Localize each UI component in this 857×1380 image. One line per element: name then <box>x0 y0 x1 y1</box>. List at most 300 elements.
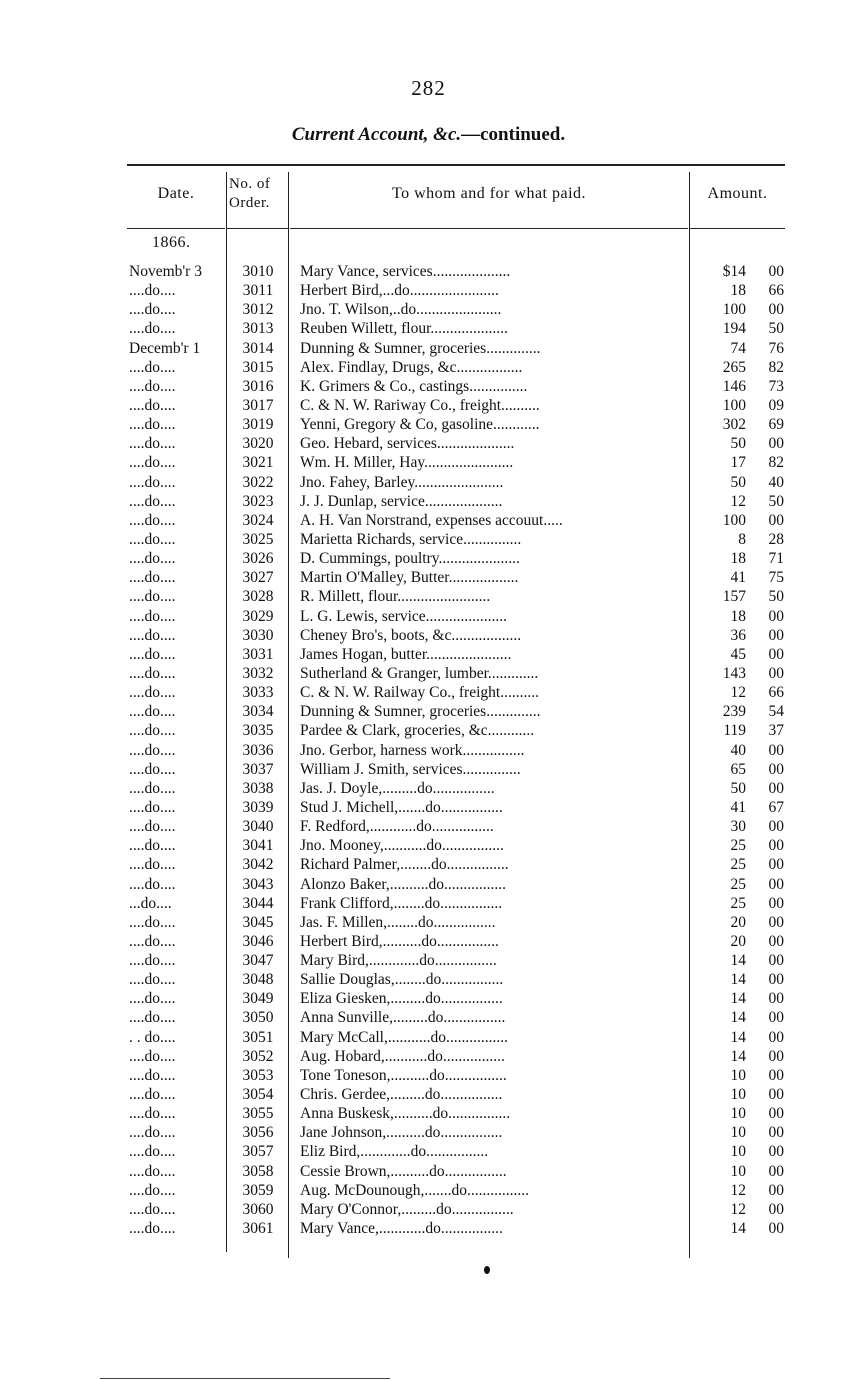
table-row <box>0 760 857 779</box>
page-number: 282 <box>411 76 446 100</box>
table-row <box>0 492 857 511</box>
row-amount-dollars: 40 <box>730 741 746 759</box>
row-payee: C. & N. W. Rariway Co., freight.......... <box>300 396 540 414</box>
row-payee: Cessie Brown,..........do................ <box>300 1162 507 1180</box>
row-payee: J. J. Dunlap, service.................... <box>300 492 503 510</box>
table-row <box>0 951 857 970</box>
row-amount-dollars: 146 <box>722 377 746 395</box>
table-row <box>0 473 857 492</box>
row-amount-cents: 00 <box>768 932 784 950</box>
row-order-number: 3028 <box>242 588 274 606</box>
row-date: ....do.... <box>129 856 176 874</box>
row-amount-dollars: 14 <box>730 1220 746 1238</box>
row-payee: Frank Clifford,........do................ <box>300 894 503 912</box>
table-row <box>0 875 857 894</box>
row-order-number: 3046 <box>242 932 274 950</box>
row-amount-cents: 00 <box>768 894 784 912</box>
table-row <box>0 319 857 338</box>
header-amount: Amount. <box>707 185 768 202</box>
row-order-number: 3052 <box>242 1047 274 1065</box>
row-amount-dollars: 25 <box>730 875 746 893</box>
row-payee: Anna Sunville,.........do................ <box>300 1009 506 1027</box>
page-title-italic: Current Account, &c. <box>291 124 462 145</box>
row-date: ....do.... <box>129 320 176 338</box>
row-payee: Anna Buskesk,..........do................ <box>300 1105 511 1123</box>
row-order-number: 3036 <box>242 741 274 759</box>
row-payee: Jno. Fahey, Barley....................... <box>300 473 504 491</box>
row-amount-dollars: 20 <box>730 913 746 931</box>
row-amount-dollars: 14 <box>730 1047 746 1065</box>
row-order-number: 3012 <box>242 301 274 319</box>
table-row <box>0 339 857 358</box>
row-amount-dollars: 12 <box>730 684 746 702</box>
row-date: ....do.... <box>129 913 176 931</box>
row-date: ....do.... <box>129 454 176 472</box>
row-amount-dollars: 45 <box>730 645 746 663</box>
row-amount-dollars: 30 <box>730 818 746 836</box>
row-amount-dollars: 100 <box>722 511 746 529</box>
table-row <box>0 1219 857 1238</box>
row-date: ....do.... <box>129 932 176 950</box>
row-date: ....do.... <box>129 626 176 644</box>
table-row <box>0 358 857 377</box>
row-order-number: 3047 <box>242 952 274 970</box>
row-amount-cents: 50 <box>768 320 784 338</box>
row-amount-dollars: 14 <box>730 1028 746 1046</box>
row-amount-dollars: $14 <box>722 263 746 280</box>
table-row <box>0 894 857 913</box>
row-order-number: 3020 <box>242 435 274 453</box>
table-row <box>0 1104 857 1123</box>
row-amount-dollars: 50 <box>730 435 746 453</box>
row-order-number: 3016 <box>242 377 274 395</box>
header-date: Date. <box>157 185 195 202</box>
row-amount-cents: 00 <box>768 1143 784 1161</box>
row-date: ....do.... <box>129 1009 176 1027</box>
row-payee: Mary Bird,.............do................ <box>300 952 497 970</box>
row-order-number: 3035 <box>242 722 274 740</box>
table-row <box>0 913 857 932</box>
row-amount-cents: 00 <box>768 913 784 931</box>
row-amount-dollars: 10 <box>730 1105 746 1123</box>
row-amount-cents: 76 <box>768 339 784 357</box>
row-amount-dollars: 265 <box>722 358 746 376</box>
row-amount-cents: 40 <box>768 473 784 491</box>
row-amount-dollars: 65 <box>730 760 746 778</box>
row-payee: Chris. Gerdee,.........do................ <box>300 1086 503 1104</box>
row-payee: William J. Smith, services............... <box>300 760 521 778</box>
row-amount-cents: 00 <box>768 1105 784 1123</box>
ink-dot <box>484 1266 490 1274</box>
table-row <box>0 396 857 415</box>
row-order-number: 3014 <box>242 339 274 357</box>
row-order-number: 3013 <box>242 320 274 338</box>
row-amount-dollars: 302 <box>722 416 746 434</box>
row-order-number: 3055 <box>242 1105 274 1123</box>
row-date: ....do.... <box>129 1086 176 1104</box>
row-amount-cents: 00 <box>768 990 784 1008</box>
row-payee: Tone Toneson,..........do................ <box>300 1066 507 1084</box>
row-payee: C. & N. W. Railway Co., freight.......... <box>300 684 539 702</box>
table-row <box>0 530 857 549</box>
row-payee: D. Cummings, poultry..................... <box>300 550 520 568</box>
row-order-number: 3060 <box>242 1200 274 1218</box>
row-payee: Sutherland & Granger, lumber............. <box>300 664 539 682</box>
table-row <box>0 1200 857 1219</box>
row-order-number: 3032 <box>242 664 274 682</box>
table-row <box>0 855 857 874</box>
row-order-number: 3059 <box>242 1181 274 1199</box>
row-order-number: 3033 <box>242 684 274 702</box>
row-order-number: 3010 <box>242 263 274 280</box>
header-order: No. of Order. <box>229 176 271 211</box>
row-amount-dollars: 100 <box>722 396 746 414</box>
row-order-number: 3024 <box>242 511 274 529</box>
row-order-number: 3054 <box>242 1086 274 1104</box>
row-payee: Dunning & Sumner, groceries.............. <box>300 703 541 721</box>
row-amount-dollars: 41 <box>730 798 746 816</box>
row-date: ....do.... <box>129 607 176 625</box>
row-date: ....do.... <box>129 511 176 529</box>
row-amount-dollars: 50 <box>730 779 746 797</box>
table-row <box>0 1181 857 1200</box>
row-date: ....do.... <box>129 358 176 376</box>
row-amount-dollars: 41 <box>730 569 746 587</box>
row-amount-dollars: 12 <box>730 1181 746 1199</box>
table-row <box>0 587 857 606</box>
row-amount-cents: 00 <box>768 1124 784 1142</box>
row-date: ....do.... <box>129 798 176 816</box>
row-amount-cents: 00 <box>768 1047 784 1065</box>
row-amount-cents: 00 <box>768 1162 784 1180</box>
row-payee: Reuben Willett, flour.................... <box>300 320 508 338</box>
row-amount-cents: 00 <box>768 511 784 529</box>
row-amount-dollars: 25 <box>730 894 746 912</box>
row-date: Novemb'r 3 <box>129 263 202 280</box>
row-date: ....do.... <box>129 1124 176 1142</box>
row-date: ....do.... <box>129 1181 176 1199</box>
row-amount-dollars: 25 <box>730 856 746 874</box>
row-order-number: 3031 <box>242 645 274 663</box>
table-row <box>0 989 857 1008</box>
row-payee: F. Redford,............do................ <box>300 818 494 836</box>
row-order-number: 3019 <box>242 416 274 434</box>
table-row <box>0 1085 857 1104</box>
row-date: ....do.... <box>129 282 176 300</box>
row-amount-dollars: 18 <box>730 607 746 625</box>
row-payee: Aug. Hobard,...........do................ <box>300 1047 505 1065</box>
row-payee: Wm. H. Miller, Hay....................... <box>300 454 514 472</box>
row-order-number: 3034 <box>242 703 274 721</box>
row-amount-cents: 69 <box>768 416 784 434</box>
row-date: ....do.... <box>129 1200 176 1218</box>
row-date: ....do.... <box>129 416 176 434</box>
row-payee: Mary Vance,............do................ <box>300 1220 503 1238</box>
table-row <box>0 453 857 472</box>
row-payee: A. H. Van Norstrand, expenses accouut..... <box>300 511 563 529</box>
row-payee: Marietta Richards, service............... <box>300 530 522 548</box>
table-row <box>0 1142 857 1161</box>
row-amount-cents: 00 <box>768 1009 784 1027</box>
row-order-number: 3042 <box>242 856 274 874</box>
row-order-number: 3039 <box>242 798 274 816</box>
row-order-number: 3025 <box>242 530 274 548</box>
table-row <box>0 721 857 740</box>
row-amount-cents: 66 <box>768 684 784 702</box>
row-amount-dollars: 12 <box>730 492 746 510</box>
row-order-number: 3058 <box>242 1162 274 1180</box>
table-row <box>0 932 857 951</box>
table-row <box>0 1047 857 1066</box>
row-order-number: 3056 <box>242 1124 274 1142</box>
table-row <box>0 568 857 587</box>
table-row <box>0 741 857 760</box>
row-payee: Aug. McDounough,.......do................ <box>300 1181 530 1199</box>
row-date: ....do.... <box>129 684 176 702</box>
row-date: ....do.... <box>129 435 176 453</box>
row-payee: Jno. T. Wilson,..do...................... <box>300 301 502 319</box>
header-rule-whom <box>290 228 688 229</box>
row-amount-dollars: 8 <box>738 530 746 548</box>
row-order-number: 3043 <box>242 875 274 893</box>
table-row <box>0 281 857 300</box>
row-amount-cents: 82 <box>768 358 784 376</box>
row-order-number: 3050 <box>242 1009 274 1027</box>
row-amount-dollars: 119 <box>723 722 746 740</box>
row-amount-cents: 00 <box>768 1220 784 1238</box>
row-amount-cents: 50 <box>768 588 784 606</box>
row-date: ....do.... <box>129 301 176 319</box>
row-payee: Martin O'Malley, Butter.................. <box>300 569 519 587</box>
row-date: ....do.... <box>129 473 176 491</box>
row-order-number: 3037 <box>242 760 274 778</box>
row-order-number: 3048 <box>242 971 274 989</box>
table-row <box>0 415 857 434</box>
row-amount-dollars: 100 <box>722 301 746 319</box>
row-amount-cents: 00 <box>768 779 784 797</box>
row-payee: Alonzo Baker,..........do................ <box>300 875 507 893</box>
row-order-number: 3051 <box>242 1028 274 1046</box>
row-payee: Dunning & Sumner, groceries.............. <box>300 339 541 357</box>
row-payee: Sallie Douglas,........do................ <box>300 971 504 989</box>
row-date: ....do.... <box>129 664 176 682</box>
row-payee: Alex. Findlay, Drugs, &c................. <box>300 358 523 376</box>
row-amount-cents: 00 <box>768 607 784 625</box>
row-date: ....do.... <box>129 875 176 893</box>
row-order-number: 3026 <box>242 550 274 568</box>
row-order-number: 3021 <box>242 454 274 472</box>
row-amount-dollars: 10 <box>730 1162 746 1180</box>
row-amount-cents: 09 <box>768 396 784 414</box>
row-date: ....do.... <box>129 722 176 740</box>
row-order-number: 3038 <box>242 779 274 797</box>
row-amount-cents: 00 <box>768 664 784 682</box>
table-row <box>0 1066 857 1085</box>
table-top-rule <box>127 164 785 166</box>
header-rule-order <box>227 228 289 229</box>
row-amount-cents: 66 <box>768 282 784 300</box>
row-date: ....do.... <box>129 703 176 721</box>
row-amount-cents: 00 <box>768 645 784 663</box>
row-amount-dollars: 14 <box>730 990 746 1008</box>
row-payee: Jas. F. Millen,........do................ <box>300 913 496 931</box>
row-amount-cents: 28 <box>768 530 784 548</box>
row-payee: Jane Johnson,..........do................ <box>300 1124 503 1142</box>
row-amount-cents: 37 <box>768 722 784 740</box>
table-row <box>0 1123 857 1142</box>
table-row <box>0 626 857 645</box>
row-amount-dollars: 14 <box>730 952 746 970</box>
row-amount-cents: 00 <box>768 760 784 778</box>
row-payee: Stud J. Michell,.......do................ <box>300 798 503 816</box>
row-order-number: 3040 <box>242 818 274 836</box>
row-date: ....do.... <box>129 569 176 587</box>
row-amount-cents: 00 <box>768 263 784 280</box>
row-amount-dollars: 157 <box>722 588 746 606</box>
table-row <box>0 1162 857 1181</box>
row-amount-cents: 73 <box>768 377 784 395</box>
row-amount-cents: 00 <box>768 856 784 874</box>
row-amount-dollars: 74 <box>730 339 746 357</box>
row-date: ....do.... <box>129 550 176 568</box>
row-amount-dollars: 17 <box>730 454 746 472</box>
row-payee: Mary O'Connor,.........do................ <box>300 1200 514 1218</box>
row-amount-dollars: 20 <box>730 932 746 950</box>
table-row <box>0 798 857 817</box>
table-body <box>0 262 857 1238</box>
row-date: ....do.... <box>129 952 176 970</box>
row-date: ....do.... <box>129 1066 176 1084</box>
row-amount-cents: 75 <box>768 569 784 587</box>
row-date: ....do.... <box>129 377 176 395</box>
row-amount-dollars: 18 <box>730 282 746 300</box>
year-label: 1866. <box>152 234 191 251</box>
row-amount-dollars: 12 <box>730 1200 746 1218</box>
row-date: ....do.... <box>129 530 176 548</box>
row-amount-cents: 00 <box>768 875 784 893</box>
row-payee: Herbert Bird,..........do................ <box>300 932 499 950</box>
row-payee: R. Millett, flour........................ <box>300 588 491 606</box>
row-date: Decemb'r 1 <box>129 339 201 357</box>
row-amount-cents: 00 <box>768 971 784 989</box>
table-row <box>0 1008 857 1027</box>
row-payee: Jno. Gerbor, harness work................ <box>300 741 525 759</box>
table-row <box>0 817 857 836</box>
table-row <box>0 511 857 530</box>
row-payee: Yenni, Gregory & Co, gasoline............ <box>300 416 540 434</box>
page-title-rest: —continued. <box>461 124 566 145</box>
row-date: ....do.... <box>129 971 176 989</box>
row-amount-cents: 00 <box>768 301 784 319</box>
row-amount-cents: 67 <box>768 798 784 816</box>
table-row <box>0 549 857 568</box>
row-date: ....do.... <box>129 492 176 510</box>
table-row <box>0 607 857 626</box>
row-amount-cents: 00 <box>768 818 784 836</box>
row-amount-cents: 00 <box>768 435 784 453</box>
row-order-number: 3044 <box>242 894 274 912</box>
table-row <box>0 779 857 798</box>
row-order-number: 3011 <box>242 282 274 300</box>
row-order-number: 3057 <box>242 1143 274 1161</box>
row-date: ....do.... <box>129 645 176 663</box>
row-date: ....do.... <box>129 1047 176 1065</box>
row-payee: Jas. J. Doyle,.........do................ <box>300 779 495 797</box>
row-order-number: 3017 <box>242 396 274 414</box>
row-order-number: 3027 <box>242 569 274 587</box>
row-amount-dollars: 50 <box>730 473 746 491</box>
row-date: ...do.... <box>129 894 172 912</box>
row-order-number: 3023 <box>242 492 274 510</box>
header-whom: To whom and for what paid. <box>391 185 587 202</box>
row-amount-cents: 00 <box>768 1066 784 1084</box>
row-amount-dollars: 194 <box>722 320 746 338</box>
row-date: ....do.... <box>129 779 176 797</box>
row-payee: L. G. Lewis, service..................... <box>300 607 508 625</box>
row-amount-dollars: 14 <box>730 1009 746 1027</box>
row-payee: Pardee & Clark, groceries, &c............ <box>300 722 535 740</box>
row-amount-cents: 00 <box>768 952 784 970</box>
row-date: . . do.... <box>129 1028 176 1046</box>
row-amount-cents: 00 <box>768 626 784 644</box>
row-date: ....do.... <box>129 588 176 606</box>
table-row <box>0 300 857 319</box>
row-amount-dollars: 10 <box>730 1086 746 1104</box>
row-amount-dollars: 143 <box>722 664 746 682</box>
row-payee: Eliz Bird,.............do................ <box>300 1143 489 1161</box>
table-row <box>0 434 857 453</box>
row-date: ....do.... <box>129 1105 176 1123</box>
row-order-number: 3030 <box>242 626 274 644</box>
row-amount-dollars: 36 <box>730 626 746 644</box>
row-amount-dollars: 25 <box>730 837 746 855</box>
row-amount-dollars: 239 <box>722 703 746 721</box>
row-date: ....do.... <box>129 1143 176 1161</box>
row-date: ....do.... <box>129 741 176 759</box>
row-date: ....do.... <box>129 1220 176 1238</box>
row-amount-dollars: 10 <box>730 1066 746 1084</box>
row-date: ....do.... <box>129 990 176 1008</box>
row-amount-cents: 71 <box>768 550 784 568</box>
page-title <box>0 124 857 146</box>
table-row <box>0 702 857 721</box>
row-amount-cents: 00 <box>768 837 784 855</box>
row-amount-cents: 82 <box>768 454 784 472</box>
row-payee: Eliza Giesken,.........do................ <box>300 990 503 1008</box>
row-order-number: 3041 <box>242 837 274 855</box>
table-row <box>0 683 857 702</box>
row-amount-cents: 00 <box>768 741 784 759</box>
row-amount-dollars: 14 <box>730 971 746 989</box>
row-amount-dollars: 10 <box>730 1143 746 1161</box>
row-payee: K. Grimers & Co., castings............... <box>300 377 528 395</box>
row-payee: Jno. Mooney,...........do................ <box>300 837 504 855</box>
table-row <box>0 836 857 855</box>
table-row <box>0 645 857 664</box>
row-amount-cents: 00 <box>768 1200 784 1218</box>
row-order-number: 3049 <box>242 990 274 1008</box>
footer-rule <box>100 1378 390 1379</box>
row-order-number: 3053 <box>242 1066 274 1084</box>
row-date: ....do.... <box>129 1162 176 1180</box>
row-date: ....do.... <box>129 818 176 836</box>
table-row <box>0 377 857 396</box>
row-payee: Mary Vance, services.................... <box>300 263 511 280</box>
row-payee: Herbert Bird,...do....................... <box>300 282 499 300</box>
row-date: ....do.... <box>129 837 176 855</box>
row-amount-cents: 54 <box>768 703 784 721</box>
row-amount-dollars: 18 <box>730 550 746 568</box>
